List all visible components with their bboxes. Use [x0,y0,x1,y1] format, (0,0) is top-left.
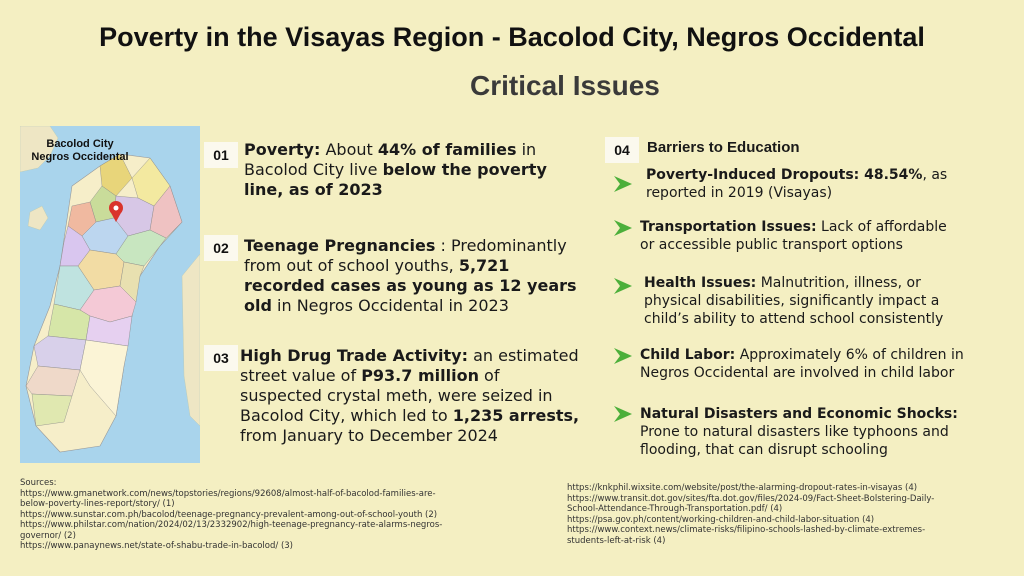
barrier-transportation [640,218,960,254]
barrier-health-head: Health Issues: [644,275,757,291]
barrier-dropouts-body: , as reported in 2019 (Visayas) [646,167,948,201]
arrow-icon [614,220,632,236]
barrier-health-body: Malnutrition, illness, or physical disabilities, significantly impact a child’s ability to attend school consistently [644,275,944,327]
emphasis-text: Poverty: [244,140,321,159]
emphasis-text: High Drug Trade Activity: [240,346,468,365]
barrier-transportation-head: Transportation Issues: [640,219,817,235]
barrier-natural-disasters-head: Natural Disasters and Economic Shocks: [640,406,958,422]
source-link[interactable]: https://www.context.news/climate-risks/filipino-schools-lashed-by-climate-extremes- [567,525,926,535]
body-text: in Bacolod City live [244,140,537,179]
barrier-health [644,274,974,328]
negros-map [20,126,200,463]
education-title: Barriers to Education [647,139,800,156]
barrier-transportation-body: Lack of affordable or accessible public transport options [640,219,947,253]
source-link[interactable]: https://www.gmanetwork.com/news/topstories/regions/92608/almost-half-of-bacolod-families-are- [20,488,436,499]
emphasis-text: 44% of families [377,140,517,159]
source-link[interactable]: https://psa.gov.ph/content/working-children-and-child-labor-situation (4) [567,514,875,525]
source-link[interactable]: https://www.transit.dot.gov/sites/fta.dot.gov/files/2024-09/Fact-Sheet-Bolstering-Daily- [567,493,935,504]
drug-trade-item [240,346,585,446]
body-text: from January to December 2024 [240,426,498,445]
page-title: Poverty in the Visayas Region - Bacolod City, Negros Occidental [99,22,925,52]
source-link[interactable]: below-poverty-lines-report/story/ (1) [20,499,175,509]
arrow-icon [614,278,632,294]
emphasis-text: Teenage Pregnancies [244,236,436,255]
body-text: : Predominantly from out of school youths, [244,236,567,275]
barrier-child-labor-body: Approximately 6% of children in Negros Occidental are involved in child labor [640,347,964,381]
body-text: an estimated street value of [240,346,579,385]
barrier-dropouts [646,166,976,202]
sources-left [20,478,560,552]
item-number-03: 03 [204,345,238,371]
source-line: Sources: [20,478,57,488]
body-text: in Negros Occidental in 2023 [271,296,509,315]
emphasis-text: P93.7 million [361,366,479,385]
body-text: of suspected crystal meth, were seized in Bacolod City, which led to [240,366,553,425]
source-link[interactable]: https://knkphil.wixsite.com/website/post/the-alarming-dropout-rates-in-visayas (4) [567,483,918,493]
sources-right [567,483,1017,546]
barrier-natural-disasters-body: Prone to natural disasters like typhoons and flooding, that can disrupt schooling [640,424,949,458]
source-link[interactable]: https://www.panaynews.net/state-of-shabu-trade-in-bacolod/ (3) [20,541,294,551]
emphasis-text: below the poverty line, as of 2023 [244,160,547,199]
map-image [20,126,200,463]
map-label-city: Bacolod City [46,138,114,150]
source-link[interactable]: https://www.sunstar.com.ph/bacolod/teenage-pregnancy-prevalent-among-out-of-school-youth (2) [20,509,438,520]
teen-pregnancy-item [244,236,584,316]
item-number-04: 04 [605,137,639,163]
item-number-01: 01 [204,142,238,168]
emphasis-text: 5,721 recorded cases as young as 12 years old [244,256,577,315]
arrow-icon [614,348,632,364]
item-number-02: 02 [204,235,238,261]
source-link[interactable]: https://www.philstar.com/nation/2024/02/13/2332902/high-teenage-pregnancy-rate-alarms-negros- [20,520,443,530]
barrier-dropouts-head: Poverty-Induced Dropouts: 48.54% [646,167,923,183]
barrier-child-labor-head: Child Labor: [640,347,736,363]
poverty-item [244,140,584,200]
barrier-natural-disasters [640,405,970,459]
arrow-icon [614,176,632,192]
emphasis-text: 1,235 arrests, [452,406,580,425]
source-link[interactable]: governor/ (2) [20,530,76,541]
arrow-icon [614,406,632,422]
barrier-child-labor [640,346,970,382]
map-label-province: Negros Occidental [31,151,129,163]
source-link[interactable]: students-left-at-risk (4) [567,535,666,546]
source-link[interactable]: School-Attendance-Through-Transportation.pdf/ (4) [567,504,783,514]
section-subtitle: Critical Issues [470,70,660,101]
body-text: About [320,140,378,159]
